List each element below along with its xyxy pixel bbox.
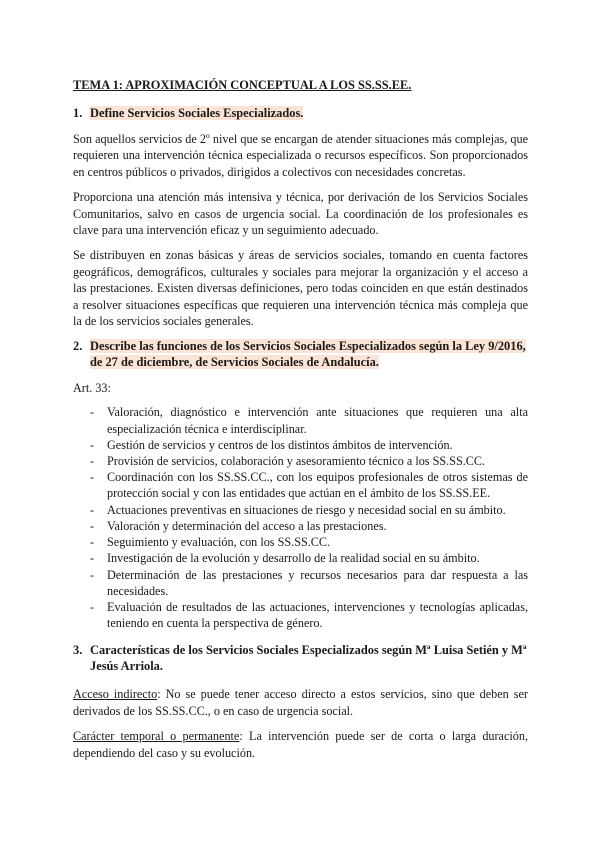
section-3-heading (73, 642, 528, 674)
characteristic-paragraph (73, 728, 528, 761)
list-item-text: Coordinación con los SS.SS.CC., con los equipos profesionales de otros sistemas de protección social y con las entidades que actúan en el ámbito de los SS.SS.EE. (107, 470, 528, 501)
dash-bullet: - (90, 551, 95, 566)
dash-bullet: - (90, 502, 95, 517)
section-1-paragraph: Proporciona una atención más intensiva y técnica, por derivación de los Servicios Sociales Comunitarios, salvo en casos de urgencia social. La coordinación de los profesionales es clave para una intervención eficaz y un seguimiento adecuado. (73, 190, 528, 238)
dash-bullet: - (90, 567, 95, 582)
list-item-text: Seguimiento y evaluación, con los SS.SS.CC. (107, 535, 331, 550)
section-1-heading (73, 105, 528, 121)
list-item-text: Actuaciones preventivas en situaciones de riesgo y necesidad social en su ámbito. (107, 502, 506, 517)
characteristic-term: Acceso indirecto (73, 687, 158, 702)
list-item (73, 550, 528, 566)
dash-bullet: - (90, 470, 95, 485)
dash-bullet: - (90, 518, 95, 533)
list-item (73, 518, 528, 534)
list-item (73, 453, 528, 469)
dash-bullet: - (90, 454, 95, 469)
characteristic-text: : La intervención puede ser de corta o larga duración, dependiendo del caso y su evolución. (73, 729, 528, 760)
section-1-title: Define Servicios Sociales Especializados. (90, 106, 304, 120)
functions-list (73, 404, 528, 631)
list-item (73, 404, 528, 436)
characteristic-paragraph (73, 686, 528, 719)
document-title: TEMA 1: APROXIMACIÓN CONCEPTUAL A LOS SS.SS.EE. (73, 78, 412, 92)
characteristic-term: Carácter temporal o permanente (73, 729, 240, 744)
dash-bullet: - (90, 535, 95, 550)
list-item-text: Gestión de servicios y centros de los distintos ámbitos de intervención. (107, 437, 453, 452)
article-reference: Art. 33: (73, 381, 111, 396)
dash-bullet: - (90, 405, 95, 420)
section-2-number: 2. (73, 339, 83, 354)
section-1-paragraph: Son aquellos servicios de 2º nivel que se encargan de atender situaciones más complejas, que requieren una intervención técnica especializada o recursos específicos. Son proporcionados en centros públicos o privados, dirigidos a colectivos con necesidades concretas. (73, 132, 528, 179)
list-item (73, 437, 528, 453)
list-item (73, 469, 528, 501)
list-item-text: Valoración, diagnóstico e intervención ante situaciones que requieren una alta especialización técnica e interdisciplinar. (107, 405, 528, 436)
dash-bullet: - (90, 599, 95, 614)
list-item-text: Provisión de servicios, colaboración y asesoramiento técnico a los SS.SS.CC. (107, 454, 486, 469)
list-item (73, 534, 528, 550)
section-3-title: Características de los Servicios Sociales Especializados según Mª Luisa Setién y Mª Jesús Arriola. (90, 643, 527, 674)
section-2-title: Describe las funciones de los Servicios Sociales Especializados según la Ley 9/2016, de 27 de diciembre, de Servicios Sociales de Andalucía. (90, 339, 526, 370)
list-item-text: Determinación de las prestaciones y recursos necesarios para dar respuesta a las necesidades. (107, 567, 528, 598)
dash-bullet: - (90, 437, 95, 452)
section-3-number: 3. (73, 643, 83, 658)
list-item (73, 599, 528, 631)
section-1-number: 1. (73, 106, 83, 120)
list-item-text: Evaluación de resultados de las actuaciones, intervenciones y tecnologías aplicadas, teniendo en cuenta la perspectiva de género. (107, 599, 528, 631)
list-item-text: Valoración y determinación del acceso a las prestaciones. (107, 518, 387, 533)
list-item-text: Investigación de la evolución y desarrollo de la realidad social en su ámbito. (107, 551, 480, 566)
section-2-heading (73, 338, 528, 370)
list-item (73, 502, 528, 518)
section-1-paragraph: Se distribuyen en zonas básicas y áreas de servicios sociales, tomando en cuenta factores geográficos, demográficos, culturales y sociales para mejorar la organización y el acceso a las prestaciones. Existen diversas definiciones, pero todas coinciden en que están destinados a resolver situaciones específicas que requieren una intervención técnica más compleja que la de los servicios sociales generales. (73, 248, 528, 329)
list-item (73, 567, 528, 599)
characteristic-text: : No se puede tener acceso directo a estos servicios, sino que deben ser derivados de los SS.SS.CC., o en caso de urgencia social. (73, 687, 528, 718)
